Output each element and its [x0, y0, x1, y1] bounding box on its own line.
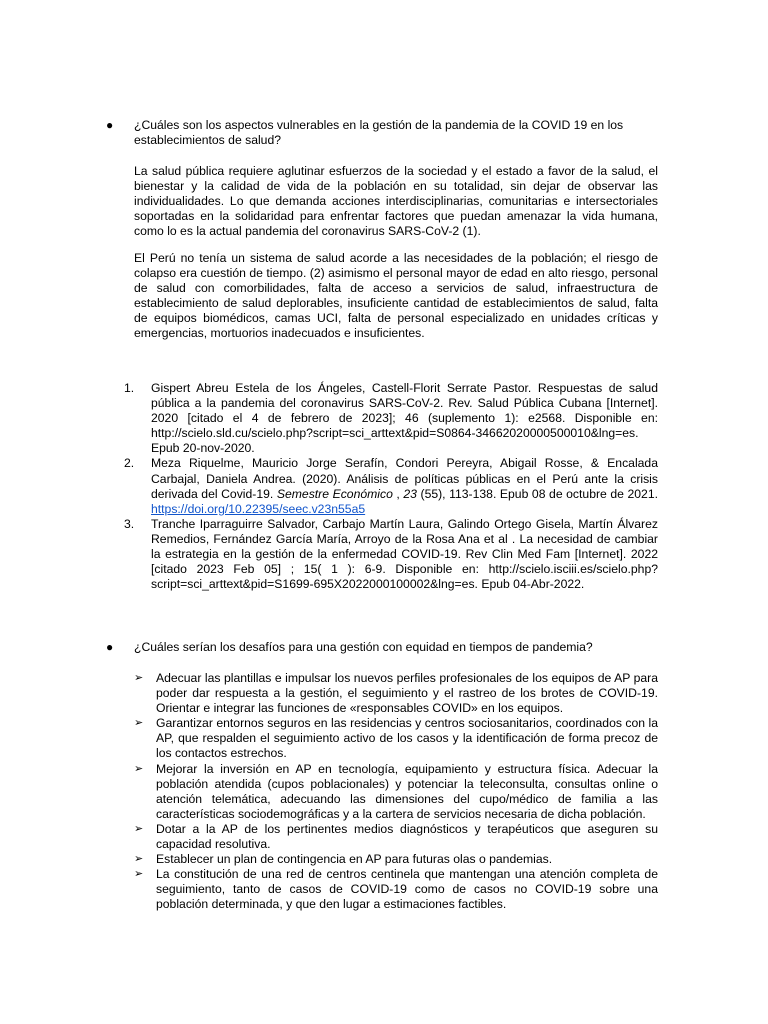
- reference-number: 1.: [124, 381, 135, 395]
- question-2-text: ¿Cuáles serían los desafíos para una gestión con equidad en tiempos de pandemia?: [134, 640, 593, 654]
- reference-number: 2.: [124, 456, 135, 471]
- challenge-item: [134, 852, 658, 867]
- question-1-text: ¿Cuáles son los aspectos vulnerables en la gestión de la pandemia de la COVID 19 en los establecimientos de salud?: [134, 118, 624, 148]
- arrowhead-bullet-icon: ➢: [134, 717, 144, 730]
- challenge-text: Adecuar las plantillas e impulsar los nuevos perfiles profesionales de los equipos de AP para poder dar respuesta a la gestión, el seguimiento y el rastreo de los brotes de COVID-19. Orientar e integrar las funciones de «responsables COVID» en los equipos.: [156, 671, 658, 716]
- arrowhead-bullet-icon: ➢: [134, 822, 144, 835]
- arrowhead-bullet-icon: ➢: [134, 762, 144, 775]
- challenge-text: Mejorar la inversión en AP en tecnología, equipamiento y estructura física. Adecuar la población atendida (cupos poblacionales) y potenciar la teleconsulta, consultas online o atención telemática, adecuando las dimensiones del cupo/médico de familia a las características sociodemográficas y a la cartera de servicios necesaria de dicha población.: [156, 761, 658, 821]
- question-1: [106, 118, 666, 148]
- challenge-item: [134, 822, 658, 852]
- question-2: [106, 640, 666, 655]
- reference-text-after: (55), 113-138. Epub 08 de octubre de 2021.: [416, 486, 658, 501]
- challenge-item: [134, 762, 658, 822]
- references-list: [124, 381, 658, 592]
- challenge-item: [134, 671, 658, 716]
- reference-text: Tranche Iparraguirre Salvador, Carbajo Martín Laura, Galindo Ortego Gisela, Martín Álvarez Remedios, Fernández García María, Arroyo de la Rosa Ana et al . La necesidad de cambiar la estrategia en la gestión de la enfermedad COVID-19. Rev Clin Med Fam [Internet]. 2022 [citado 2023 Feb 05] ; 15( 1 ): 6-9. Disponible en: http://scielo.isciii.es/scielo.php?script=sci_arttext&pid=S1699-695X2022000100002&lng=es. Epub 04-Abr-2022.: [151, 516, 658, 592]
- reference-volume: 23: [403, 486, 417, 501]
- reference-journal: Semestre Económico: [276, 486, 393, 501]
- arrowhead-bullet-icon: ➢: [134, 672, 144, 684]
- arrowhead-bullet-icon: ➢: [134, 868, 144, 881]
- reference-text: Meza Riquelme, Mauricio Jorge Serafín, Condori Pereyra, Abigail Rosse, & Encalada Carbajal, Daniela Andrea. (2020). Análisis de políticas públicas en el Perú ante la crisis derivada del Covid-19.: [151, 456, 658, 501]
- reference-text: Gispert Abreu Estela de los Ángeles, Castell-Florit Serrate Pastor. Respuestas de salud pública a la pandemia del coronavirus SARS-CoV-2. Rev. Salud Pública Cubana [Internet]. 2020 [citado el 4 de febrero de 2023]; 46 (suplemento 1): e2568. Disponible en: http://scielo.sld.cu/scielo.php?script=sci_arttext&pid=S0864-34662020000500010&lng=es. Epub 20-nov-2020.: [151, 381, 658, 456]
- challenges-list: [134, 671, 658, 913]
- bullet-dot-icon: ●: [106, 118, 114, 132]
- reference-text-middle: ,: [392, 486, 404, 501]
- reference-item: [124, 517, 658, 592]
- arrowhead-bullet-icon: ➢: [134, 853, 144, 866]
- challenge-text: La constitución de una red de centros centinela que mantengan una atención completa de seguimiento, tanto de casos de COVID-19 como de casos no COVID-19 sobre una población determinada, y que den lugar a estimaciones factibles.: [156, 867, 658, 912]
- reference-number: 3.: [124, 516, 135, 531]
- challenge-text: Dotar a la AP de los pertinentes medios diagnósticos y terapéuticos que aseguren su capacidad resolutiva.: [156, 821, 658, 852]
- paragraph-1: La salud pública requiere aglutinar esfuerzos de la sociedad y el estado a favor de la salud, el bienestar y la calidad de vida de la población en su totalidad, sin dejar de observar las individualidades. Lo que demanda acciones interdisciplinarias, comunitarias e intersectoriales soportadas en la solidaridad para enfrentar factores que puedan amenazar la vida humana, como lo es la actual pandemia del coronavirus SARS-CoV-2 (1).: [134, 164, 658, 239]
- challenge-text: Garantizar entornos seguros en las residencias y centros sociosanitarios, coordinados con la AP, que respalden el seguimiento activo de los casos y la identificación de forma precoz de los contactos estrechos.: [156, 716, 658, 761]
- reference-doi-link[interactable]: https://doi.org/10.22395/seec.v23n55a5: [151, 501, 366, 516]
- challenge-text: Establecer un plan de contingencia en AP para futuras olas o pandemias.: [156, 852, 553, 867]
- reference-item: [124, 456, 658, 516]
- challenge-item: [134, 867, 658, 912]
- bullet-dot-icon: ●: [106, 640, 114, 654]
- reference-item: [124, 381, 658, 456]
- paragraph-2: El Perú no tenía un sistema de salud acorde a las necesidades de la población; el riesgo de colapso era cuestión de tiempo. (2) asimismo el personal mayor de edad en alto riesgo, personal de salud con comorbilidades, falta de acceso a servicios de salud, infraestructura de establecimiento de salud deplorables, insuficiente cantidad de establecimientos de salud, falta de equipos biomédicos, camas UCI, falta de personal especializado en unidades críticas y emergencias, mortuorios inadecuados e insuficientes.: [134, 251, 658, 341]
- challenge-item: [134, 716, 658, 761]
